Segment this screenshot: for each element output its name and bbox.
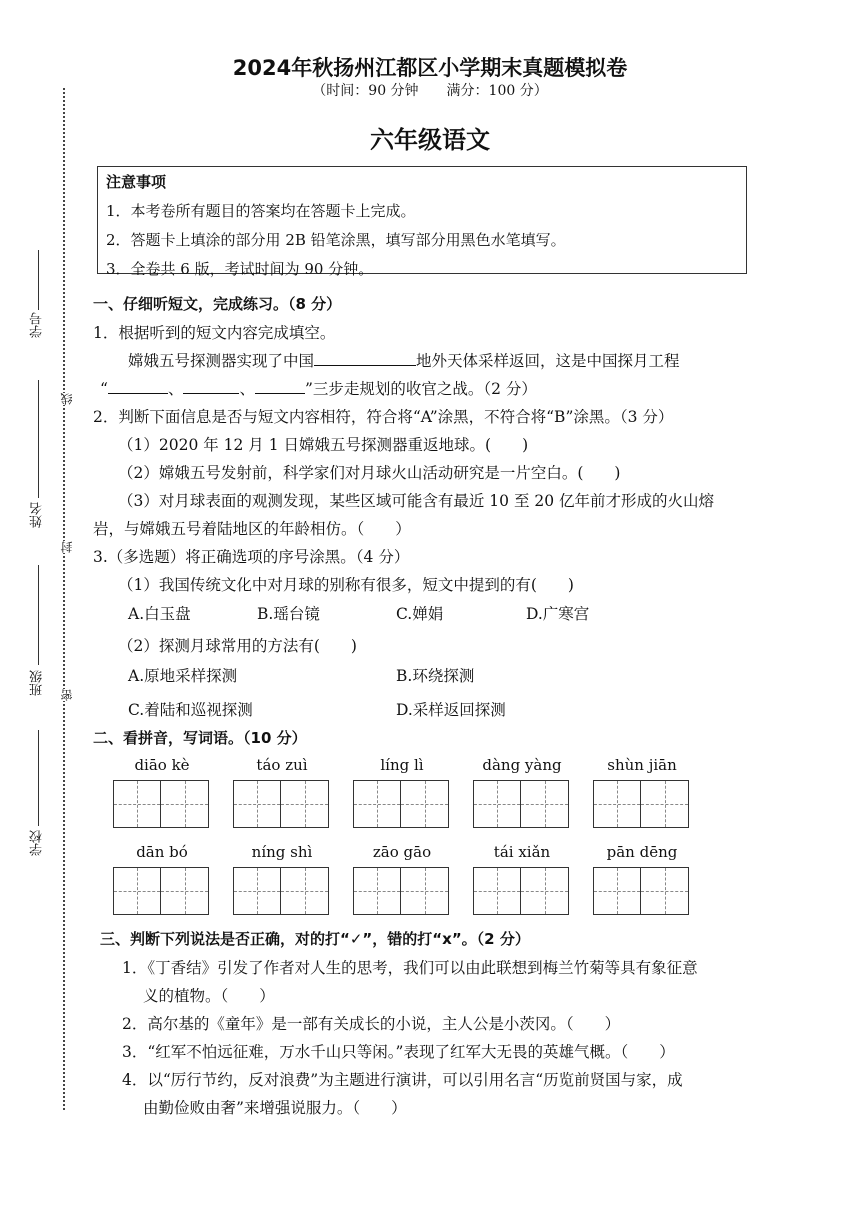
grid-cell[interactable]: [641, 780, 689, 828]
name-blank: [38, 380, 39, 498]
writing-grid[interactable]: [593, 780, 689, 828]
name-label: 姓名: [30, 502, 45, 528]
grade-subject: 六年级语文: [370, 125, 490, 154]
pinyin-label: táo zuì: [256, 756, 308, 774]
judge-item-3: 3．“红军不怕远征难，万水千山只等闲。”表现了红军大无畏的英雄气概。（ ）: [122, 1043, 675, 1061]
writing-grid[interactable]: [353, 867, 449, 915]
writing-grid[interactable]: [233, 780, 329, 828]
q2-item-2: （2）嫦娥五号发射前，科学家们对月球火山活动研究是一片空白。( ): [118, 464, 621, 482]
q3-2-option-d[interactable]: D.采样返回探测: [396, 701, 506, 719]
q1-prompt: 1．根据听到的短文内容完成填空。: [93, 324, 336, 342]
q3-2-option-a[interactable]: A.原地采样探测: [128, 667, 238, 685]
grid-cell[interactable]: [401, 867, 449, 915]
notice-box: [97, 166, 747, 278]
student-id-blank: [38, 250, 39, 310]
school-blank: [38, 730, 39, 826]
judge-item-2: 2．高尔基的《童年》是一部有关成长的小说，主人公是小茨冈。（ ）: [122, 1015, 621, 1033]
exam-score: 满分：100 分）: [446, 83, 548, 99]
student-id-label: 学号: [30, 312, 45, 338]
grid-cell[interactable]: [161, 780, 209, 828]
writing-grid[interactable]: [353, 780, 449, 828]
binding-dotted-line: [63, 88, 65, 1110]
judge-item-1a: 1．《丁香结》引发了作者对人生的思考，我们可以由此联想到梅兰竹菊等具有象征意: [122, 959, 698, 977]
grid-cell[interactable]: [233, 867, 281, 915]
school-label: 学校: [30, 830, 45, 856]
grid-cell[interactable]: [521, 867, 569, 915]
writing-grid[interactable]: [113, 867, 209, 915]
pinyin-label: dàng yàng: [482, 756, 562, 774]
grid-cell[interactable]: [281, 780, 329, 828]
q3-1-option-c[interactable]: C.婵娟: [396, 605, 444, 623]
q1-blank-4[interactable]: [255, 379, 305, 394]
pinyin-label: líng lì: [380, 756, 424, 774]
section-2-heading: 二、看拼音，写词语。（10 分）: [93, 729, 307, 747]
q2-item-3b: 岩，与嫦娥五号着陆地区的年龄相仿。（ ）: [93, 520, 411, 538]
grid-cell[interactable]: [161, 867, 209, 915]
q3-1-option-d[interactable]: D.广寒宫: [526, 605, 590, 623]
judge-item-4b: 由勤俭败由奢”来增强说服力。（ ）: [143, 1099, 407, 1117]
pinyin-label: zāo gāo: [372, 843, 432, 861]
q3-1-option-a[interactable]: A.白玉盘: [128, 605, 191, 623]
judge-item-4a: 4．以“厉行节约，反对浪费”为主题进行演讲，可以引用名言“历览前贤国与家，成: [122, 1071, 683, 1089]
q1-sentence-2: [100, 377, 537, 399]
q1-sentence-1: [128, 349, 680, 371]
judge-item-1b: 义的植物。（ ）: [143, 987, 275, 1005]
grid-cell[interactable]: [401, 780, 449, 828]
q2-item-3a: （3）对月球表面的观测发现，某些区域可能含有最近 10 至 20 亿年前才形成的火山熔: [118, 492, 715, 510]
q1-separator: 、: [167, 380, 184, 398]
seal-char-seal: 封: [60, 541, 74, 553]
notice-item: 3．全卷共 6 版，考试时间为 90 分钟。: [106, 260, 374, 278]
section-1-heading: 一、仔细听短文，完成练习。（8 分）: [93, 295, 342, 313]
q3-2-option-b[interactable]: B.环绕探测: [396, 667, 475, 685]
grid-cell[interactable]: [353, 780, 401, 828]
pinyin-label: tái xiǎn: [493, 843, 551, 861]
pinyin-label: diāo kè: [134, 756, 190, 774]
pinyin-label: shùn jiān: [607, 756, 677, 774]
q1-open-quote: “: [100, 380, 108, 398]
q1-text-b: 地外天体采样返回，这是中国探月工程: [416, 352, 680, 370]
grid-cell[interactable]: [113, 867, 161, 915]
exam-subtitle: [0, 80, 860, 100]
q1-separator: 、: [239, 380, 255, 398]
notice-heading: 注意事项: [106, 173, 167, 191]
grid-cell[interactable]: [473, 867, 521, 915]
q1-text-d: ”三步走规划的收官之战。（2 分）: [304, 380, 537, 398]
pinyin-label: níng shì: [251, 843, 313, 861]
class-blank: [38, 565, 39, 665]
grid-cell[interactable]: [521, 780, 569, 828]
grid-cell[interactable]: [473, 780, 521, 828]
q3-item-1: （1）我国传统文化中对月球的别称有很多，短文中提到的有( ): [118, 576, 574, 594]
seal-char-secret: 密: [60, 689, 74, 701]
q2-item-1: （1）2020 年 12 月 1 日嫦娥五号探测器重返地球。( ): [118, 436, 529, 454]
q3-prompt: 3.（多选题）将正确选项的序号涂黑。（4 分）: [93, 548, 410, 566]
q3-item-2: （2）探测月球常用的方法有( ): [118, 637, 357, 655]
q2-prompt: 2．判断下面信息是否与短文内容相符，符合将“A”涂黑，不符合将“B”涂黑。（3 分）: [93, 408, 674, 426]
q1-text-a: 嫦娥五号探测器实现了中国: [128, 352, 315, 370]
writing-grid[interactable]: [473, 867, 569, 915]
exam-time: （时间：90 分钟: [312, 83, 419, 99]
q1-blank-2[interactable]: [108, 379, 168, 394]
pinyin-label: pān dēng: [606, 843, 678, 861]
grid-cell[interactable]: [593, 780, 641, 828]
grid-cell[interactable]: [641, 867, 689, 915]
grid-cell[interactable]: [113, 780, 161, 828]
writing-grid[interactable]: [593, 867, 689, 915]
writing-grid[interactable]: [233, 867, 329, 915]
writing-grid[interactable]: [113, 780, 209, 828]
grid-cell[interactable]: [233, 780, 281, 828]
grid-cell[interactable]: [281, 867, 329, 915]
seal-char-line: 线: [60, 393, 74, 405]
class-label: 班级: [30, 670, 45, 696]
notice-item: 2．答题卡上填涂的部分用 2B 铅笔涂黑，填写部分用黑色水笔填写。: [106, 231, 566, 249]
q3-1-option-b[interactable]: B.瑶台镜: [257, 605, 320, 623]
pinyin-label: dān bó: [136, 843, 188, 861]
q1-blank-1[interactable]: [314, 351, 416, 366]
section-3-heading: 三、判断下列说法是否正确，对的打“✓”，错的打“x”。（2 分）: [100, 930, 530, 948]
notice-item: 1．本考卷所有题目的答案均在答题卡上完成。: [106, 202, 416, 220]
q1-blank-3[interactable]: [183, 379, 239, 394]
writing-grid[interactable]: [473, 780, 569, 828]
q3-2-option-c[interactable]: C.着陆和巡视探测: [128, 701, 253, 719]
exam-title: 2024年秋扬州江都区小学期末真题模拟卷: [232, 56, 628, 80]
grid-cell[interactable]: [353, 867, 401, 915]
grid-cell[interactable]: [593, 867, 641, 915]
